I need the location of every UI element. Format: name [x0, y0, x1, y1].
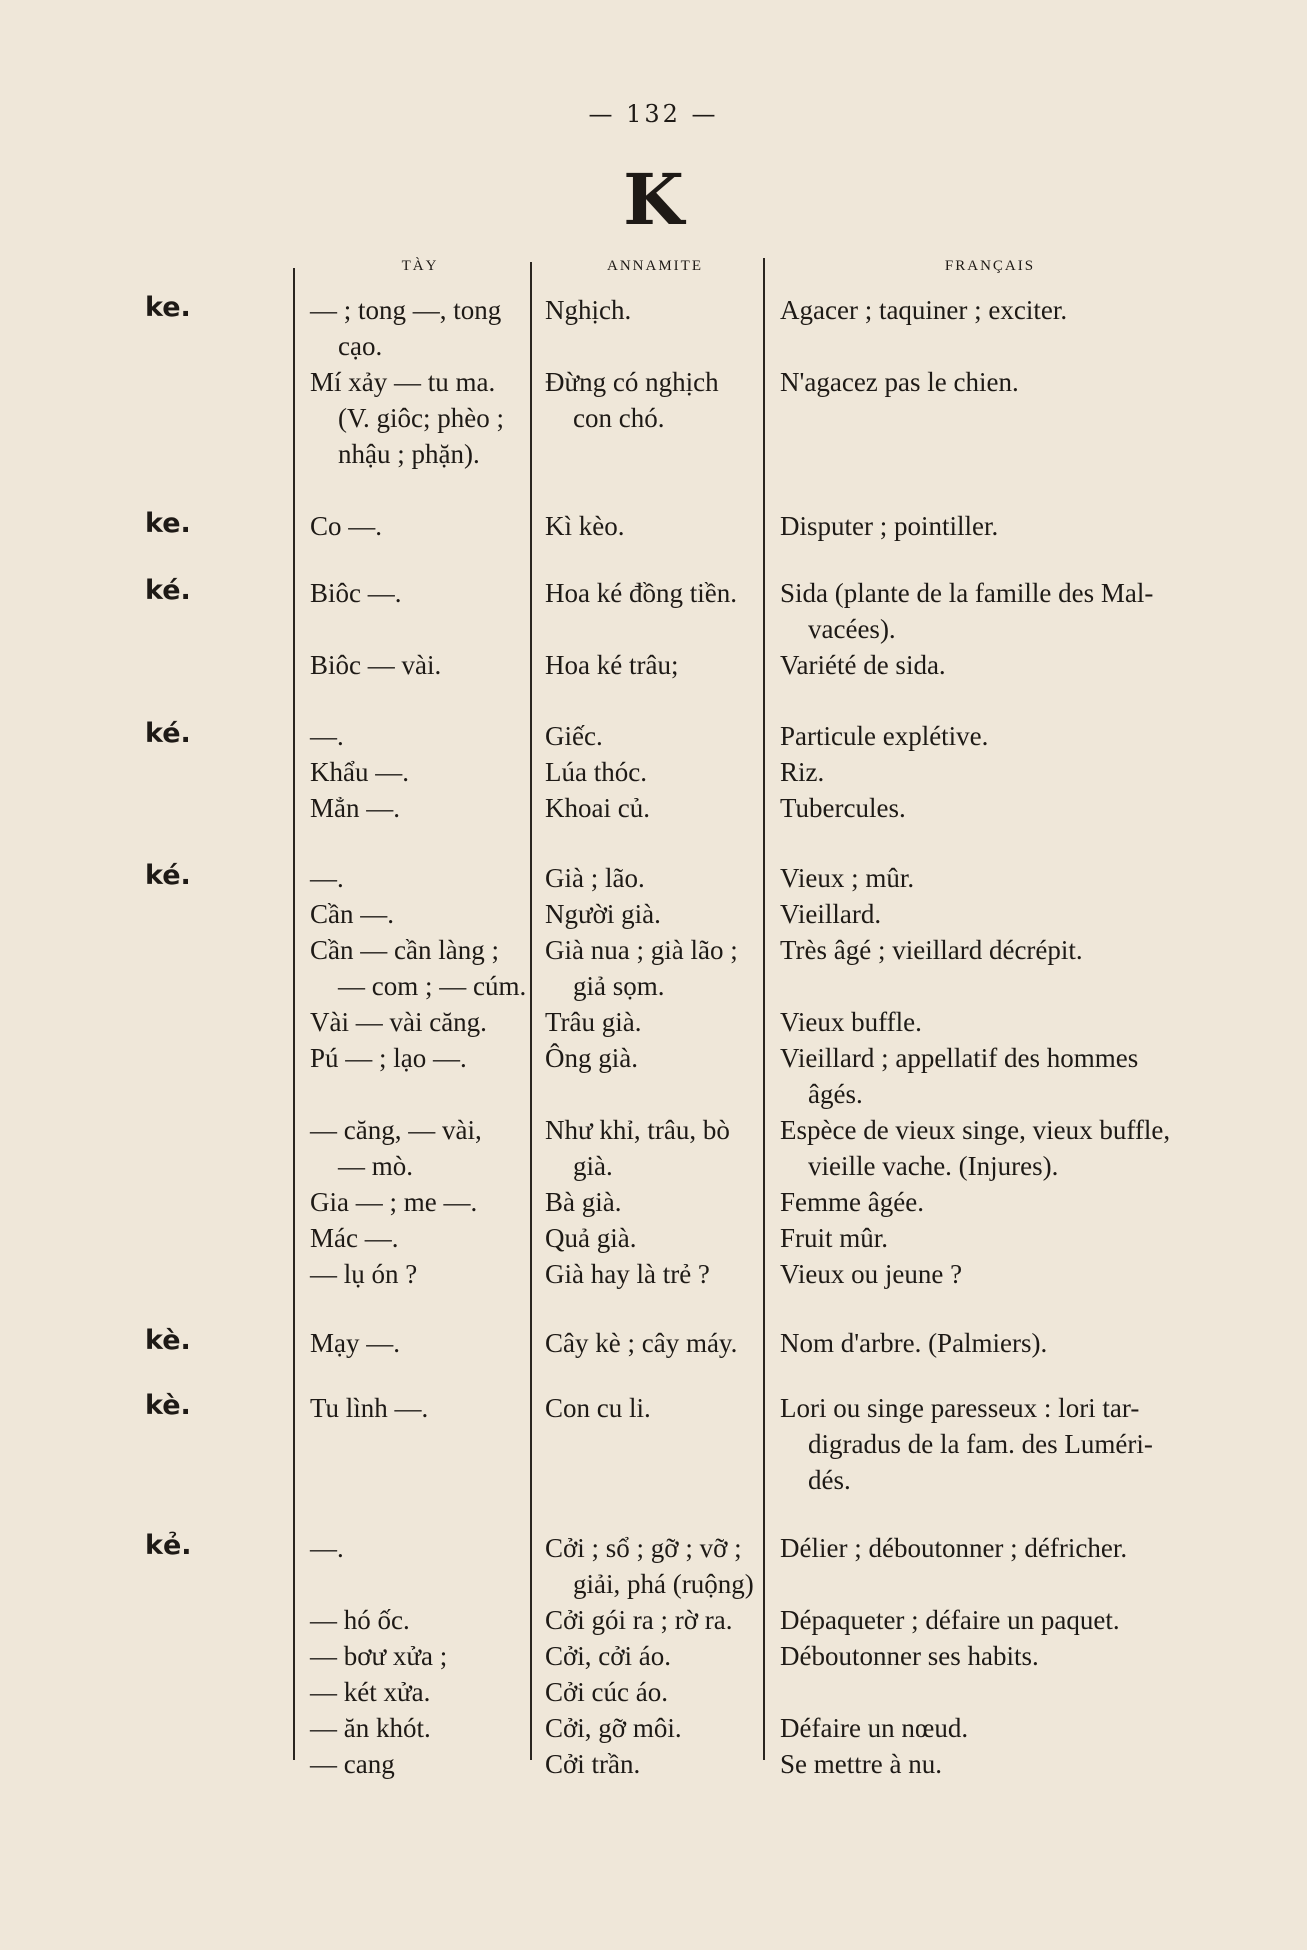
annamite-text-line: Già ; lão.: [545, 863, 645, 893]
annamite-text-line: Cởi, cởi áo.: [545, 1641, 672, 1671]
column-header-tay: TÀY: [401, 258, 439, 274]
french-text-line: Sida (plante de la famille des Mal-: [780, 578, 1154, 608]
annamite-text: [545, 1530, 754, 1602]
tay-text-line: Co —.: [310, 511, 383, 541]
french-text-line: Riz.: [780, 757, 825, 787]
annamite-text: [545, 647, 678, 683]
french-text-line: Très âgé ; vieillard décrépit.: [780, 935, 1083, 965]
annamite-text: [545, 1256, 710, 1292]
annamite-text-line: con chó.: [573, 403, 665, 433]
tay-text: [310, 1184, 477, 1220]
tay-text: [310, 754, 409, 790]
french-text-line: vieille vache. (Injures).: [808, 1151, 1059, 1181]
column-divider-right: [763, 258, 765, 1760]
tay-text: [310, 1256, 417, 1292]
annamite-text: [545, 1004, 642, 1040]
annamite-text: [545, 508, 624, 544]
french-text-line: Vieillard.: [780, 899, 882, 929]
annamite-text-line: Quả già.: [545, 1223, 637, 1253]
annamite-text-line: Già nua ; già lão ;: [545, 935, 738, 965]
annamite-text-line: Hoa ké đồng tiền.: [545, 578, 737, 608]
annamite-text-line: già.: [573, 1151, 613, 1181]
annamite-text: [545, 754, 647, 790]
section-letter: K: [623, 158, 684, 241]
french-text-line: Nom d'arbre. (Palmiers).: [780, 1328, 1048, 1358]
annamite-text-line: Nghịch.: [545, 295, 632, 325]
french-text: [780, 932, 1083, 968]
french-text: [780, 1112, 1170, 1184]
annamite-text-line: Ông già.: [545, 1043, 638, 1073]
tay-text-line: — két xửa.: [310, 1677, 431, 1707]
column-header-francais: FRANÇAIS: [944, 258, 1036, 274]
french-text: [780, 575, 1153, 647]
french-text: [780, 1638, 1039, 1674]
french-text-line: Lori ou singe paresseux : lori tar-: [780, 1393, 1140, 1423]
tay-text: [310, 860, 344, 896]
tay-text-line: —.: [310, 721, 344, 751]
french-text-line: Vieux ou jeune ?: [780, 1259, 963, 1289]
french-text: [780, 1710, 968, 1746]
french-text: [780, 754, 824, 790]
french-text: [780, 364, 1019, 400]
tay-text: [310, 1530, 344, 1566]
french-text: [780, 1325, 1047, 1361]
annamite-text-line: Như khỉ, trâu, bò: [545, 1115, 730, 1145]
french-text: [780, 1040, 1138, 1112]
french-text-line: Vieillard ; appellatif des hommes: [780, 1043, 1139, 1073]
tay-text-line: — ; tong —, tong: [310, 295, 502, 325]
column-divider-left: [293, 268, 295, 1760]
annamite-text-line: giải, phá (ruộng): [573, 1569, 754, 1599]
tay-text: [310, 292, 501, 364]
tay-text: [310, 1746, 395, 1782]
tay-text-line: Pú — ; lạo —.: [310, 1043, 467, 1073]
tay-text-line: — hó ốc.: [310, 1605, 410, 1635]
tay-text: [310, 932, 526, 1004]
annamite-text: [545, 1674, 668, 1710]
tay-text-line: (V. giôc; phèo ;: [338, 403, 504, 433]
french-text: [780, 1390, 1153, 1498]
tay-text: [310, 508, 382, 544]
annamite-text: [545, 1112, 730, 1184]
tay-text-line: Tu lình —.: [310, 1393, 429, 1423]
tay-text: [310, 1040, 467, 1076]
annamite-text-line: Cây kè ; cây máy.: [545, 1328, 738, 1358]
french-text-line: Femme âgée.: [780, 1187, 924, 1217]
annamite-text: [545, 860, 645, 896]
tay-text-line: Mác —.: [310, 1223, 399, 1253]
annamite-text: [545, 932, 738, 1004]
annamite-text: [545, 1184, 621, 1220]
french-text-line: Espèce de vieux singe, vieux buffle,: [780, 1115, 1171, 1145]
tay-text-line: —.: [310, 1533, 344, 1563]
french-text-line: vacées).: [808, 614, 896, 644]
headword: ké.: [145, 860, 191, 891]
annamite-text: [545, 1710, 682, 1746]
tay-text: [310, 575, 402, 611]
headword: ke.: [145, 292, 191, 323]
tay-text-line: Mí xảy — tu ma.: [310, 367, 496, 397]
french-text-line: Dépaqueter ; défaire un paquet.: [780, 1605, 1120, 1635]
french-text-line: âgés.: [808, 1079, 863, 1109]
french-text-line: digradus de la fam. des Luméri-: [808, 1429, 1153, 1459]
tay-text-line: —.: [310, 863, 344, 893]
french-text-line: N'agacez pas le chien.: [780, 367, 1019, 397]
french-text-line: Vieux ; mûr.: [780, 863, 915, 893]
annamite-text-line: Giếc.: [545, 721, 603, 751]
annamite-text-line: Người già.: [545, 899, 661, 929]
tay-text: [310, 647, 441, 683]
tay-text-line: Cần —.: [310, 899, 394, 929]
tay-text: [310, 1112, 482, 1184]
annamite-text-line: Bà già.: [545, 1187, 622, 1217]
french-text: [780, 508, 998, 544]
annamite-text-line: Cởi gói ra ; rờ ra.: [545, 1605, 733, 1635]
tay-text: [310, 718, 344, 754]
headword: ké.: [145, 575, 191, 606]
column-header-annamite: ANNAMITE: [607, 258, 703, 274]
tay-text: [310, 790, 400, 826]
french-text-line: Déboutonner ses habits.: [780, 1641, 1039, 1671]
annamite-text: [545, 1040, 638, 1076]
french-text-line: Particule explétive.: [780, 721, 989, 751]
tay-text-line: cạo.: [338, 331, 383, 361]
tay-text-line: Cần — cần làng ;: [310, 935, 499, 965]
tay-text-line: Vài — vài căng.: [310, 1007, 487, 1037]
french-text: [780, 647, 946, 683]
annamite-text: [545, 1602, 733, 1638]
tay-text-line: Gia — ; me —.: [310, 1187, 478, 1217]
annamite-text: [545, 1746, 640, 1782]
annamite-text-line: Cởi cúc áo.: [545, 1677, 668, 1707]
french-text: [780, 1220, 888, 1256]
tay-text: [310, 1710, 431, 1746]
annamite-text-line: Lúa thóc.: [545, 757, 647, 787]
annamite-text-line: giả sọm.: [573, 971, 665, 1001]
tay-text: [310, 1602, 410, 1638]
headword: kè.: [145, 1325, 191, 1356]
french-text-line: Fruit mûr.: [780, 1223, 889, 1253]
annamite-text: [545, 364, 719, 436]
tay-text-line: — bơư xửa ;: [310, 1641, 448, 1671]
french-text: [780, 896, 881, 932]
annamite-text-line: Cởi ; sổ ; gỡ ; vỡ ;: [545, 1533, 742, 1563]
annamite-text: [545, 896, 661, 932]
french-text: [780, 860, 914, 896]
tay-text-line: Biôc — vài.: [310, 650, 442, 680]
french-text-line: Disputer ; pointiller.: [780, 511, 999, 541]
tay-text-line: — ăn khót.: [310, 1713, 431, 1743]
tay-text: [310, 896, 394, 932]
annamite-text-line: Hoa ké trâu;: [545, 650, 679, 680]
french-text: [780, 292, 1067, 328]
annamite-text: [545, 1638, 671, 1674]
tay-text-line: — cang: [310, 1749, 395, 1779]
tay-text-line: — com ; — cúm.: [338, 971, 527, 1001]
page-number: — 132 —: [588, 100, 719, 128]
french-text: [780, 718, 988, 754]
tay-text: [310, 1390, 428, 1426]
annamite-text-line: Cởi, gỡ môi.: [545, 1713, 682, 1743]
french-text: [780, 1256, 962, 1292]
annamite-text: [545, 575, 737, 611]
annamite-text-line: Kì kèo.: [545, 511, 625, 541]
tay-text-line: Biôc —.: [310, 578, 402, 608]
french-text-line: Se mettre à nu.: [780, 1749, 942, 1779]
headword: kẻ.: [145, 1530, 192, 1561]
tay-text: [310, 1004, 487, 1040]
annamite-text: [545, 1220, 636, 1256]
french-text: [780, 1602, 1120, 1638]
tay-text-line: — mò.: [338, 1151, 414, 1181]
tay-text-line: Mẳn —.: [310, 793, 400, 823]
french-text: [780, 1530, 1127, 1566]
annamite-text-line: Già hay là trẻ ?: [545, 1259, 710, 1289]
annamite-text-line: Cởi trần.: [545, 1749, 641, 1779]
tay-text-line: Khẩu —.: [310, 757, 409, 787]
annamite-text: [545, 1325, 737, 1361]
annamite-text: [545, 1390, 651, 1426]
headword: ké.: [145, 718, 191, 749]
annamite-text: [545, 292, 631, 328]
tay-text-line: Mạy —.: [310, 1328, 400, 1358]
french-text-line: dés.: [808, 1465, 851, 1495]
french-text-line: Agacer ; taquiner ; exciter.: [780, 295, 1068, 325]
french-text-line: Variété de sida.: [780, 650, 946, 680]
french-text-line: Vieux buffle.: [780, 1007, 922, 1037]
french-text: [780, 790, 906, 826]
annamite-text-line: Con cu li.: [545, 1393, 651, 1423]
annamite-text-line: Trâu già.: [545, 1007, 642, 1037]
tay-text: [310, 1638, 447, 1674]
tay-text-line: — lụ ón ?: [310, 1259, 418, 1289]
headword: kè.: [145, 1390, 191, 1421]
column-divider-middle: [530, 262, 532, 1760]
french-text: [780, 1746, 942, 1782]
tay-text-line: — căng, — vài,: [310, 1115, 482, 1145]
french-text-line: Défaire un nœud.: [780, 1713, 969, 1743]
french-text: [780, 1004, 922, 1040]
french-text-line: Délier ; déboutonner ; défricher.: [780, 1533, 1128, 1563]
tay-text: [310, 1325, 400, 1361]
headword: ke.: [145, 508, 191, 539]
tay-text-line: nhậu ; phặn).: [338, 439, 480, 469]
tay-text: [310, 364, 504, 472]
annamite-text-line: Khoai củ.: [545, 793, 650, 823]
annamite-text: [545, 790, 650, 826]
annamite-text: [545, 718, 603, 754]
tay-text: [310, 1220, 398, 1256]
annamite-text-line: Đừng có nghịch: [545, 367, 719, 397]
tay-text: [310, 1674, 430, 1710]
french-text: [780, 1184, 924, 1220]
french-text-line: Tubercules.: [780, 793, 906, 823]
